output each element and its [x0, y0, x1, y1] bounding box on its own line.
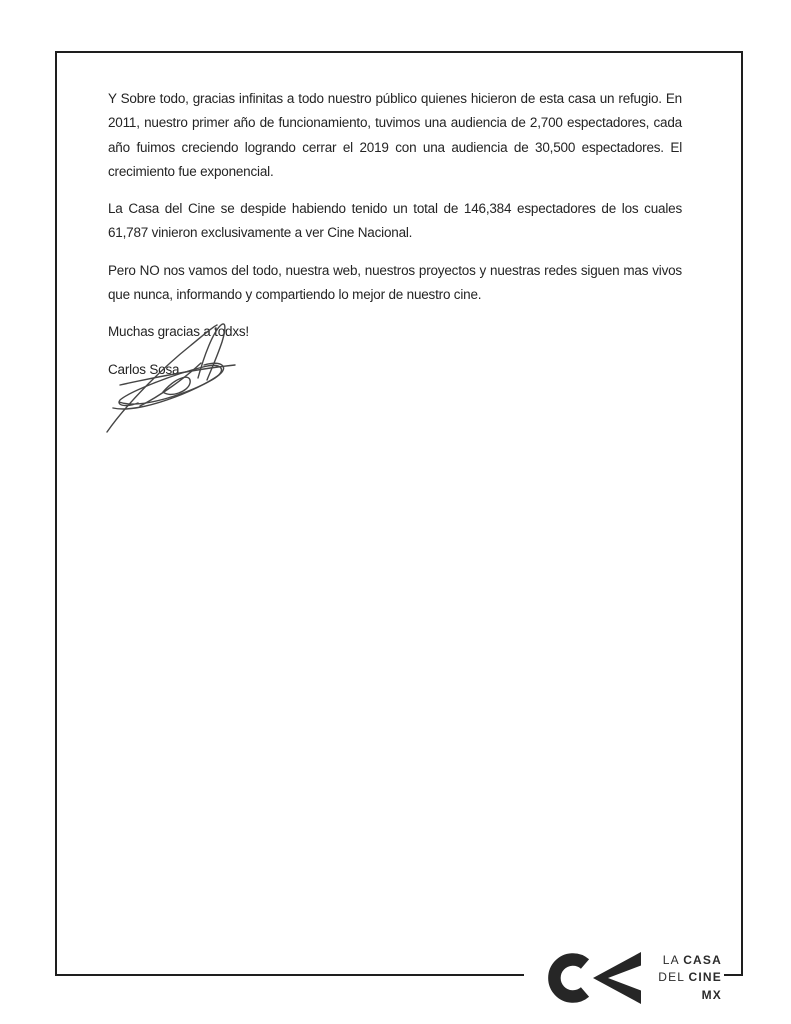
logo-line-2: DEL CINE [658, 970, 722, 985]
signer-name: Carlos Sosa [108, 361, 180, 377]
closing-line: Muchas gracias a todxs! [108, 324, 249, 340]
logo-ck-icon [548, 951, 643, 1005]
logo-wordmark [658, 952, 722, 1005]
logo-line-3: MX [701, 987, 722, 1002]
logo [524, 936, 724, 1020]
paragraph-farewell: Pero NO nos vamos del todo, nuestra web, nuestros proyectos y nuestras redes siguen mas vivos que nunca, informando y compartiendo lo mejor de nuestro cine. [108, 262, 682, 303]
paragraph-audience-growth: Y Sobre todo, gracias infinitas a todo nuestro público quienes hicieron de esta casa un refugio. En 2011, nuestro primer año de funcionamiento, tuvimos una audiencia de 2,700 espectadores, cada año fuimos creciendo logrando cerrar el 2019 con una audiencia de 30,500 espectadores. El crecimiento fue exponencial. [108, 91, 682, 179]
paragraph-total-spectators: La Casa del Cine se despide habiendo tenido un total de 146,384 espectadores de los cuales 61,787 vinieron exclusivamente a ver Cine Nacional. [108, 201, 682, 241]
signature-icon [105, 318, 240, 436]
logo-line-1: LA CASA [662, 952, 722, 967]
